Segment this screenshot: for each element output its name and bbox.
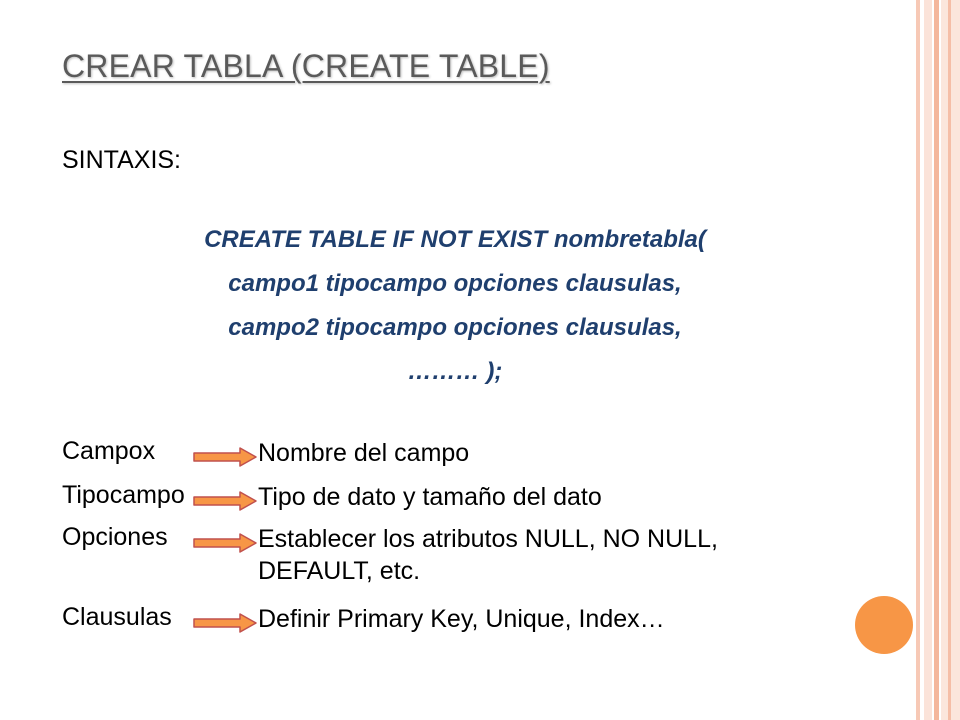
decorative-stripe	[934, 0, 939, 720]
right-arrow-icon	[192, 447, 258, 467]
code-line: CREATE TABLE IF NOT EXIST nombretabla(	[204, 226, 706, 253]
definition-description: Establecer los atributos NULL, NO NULL, DEFAULT, etc.	[258, 525, 718, 585]
slide-title: CREAR TABLA (CREATE TABLE)	[62, 48, 550, 84]
section-label: SINTAXIS:	[62, 146, 182, 174]
decorative-stripe	[924, 0, 932, 720]
right-arrow-icon	[192, 491, 258, 511]
decorative-stripe	[916, 0, 920, 720]
code-line: campo1 tipocampo opciones clausulas,	[228, 270, 682, 297]
code-line: campo2 tipocampo opciones clausulas,	[228, 314, 682, 341]
right-arrow-icon	[192, 533, 258, 553]
definition-term: Tipocampo	[62, 481, 185, 509]
decorative-stripe	[948, 0, 951, 720]
definition-description: Nombre del campo	[258, 439, 470, 467]
definition-description: Definir Primary Key, Unique, Index…	[258, 605, 665, 633]
right-arrow-icon	[192, 613, 258, 633]
definition-term: Clausulas	[62, 603, 172, 631]
definition-description: Tipo de dato y tamaño del dato	[258, 483, 602, 511]
orange-circle-decoration	[855, 596, 913, 654]
code-line: ……… );	[407, 358, 503, 385]
definition-term: Opciones	[62, 523, 168, 551]
definition-term: Campox	[62, 437, 156, 465]
